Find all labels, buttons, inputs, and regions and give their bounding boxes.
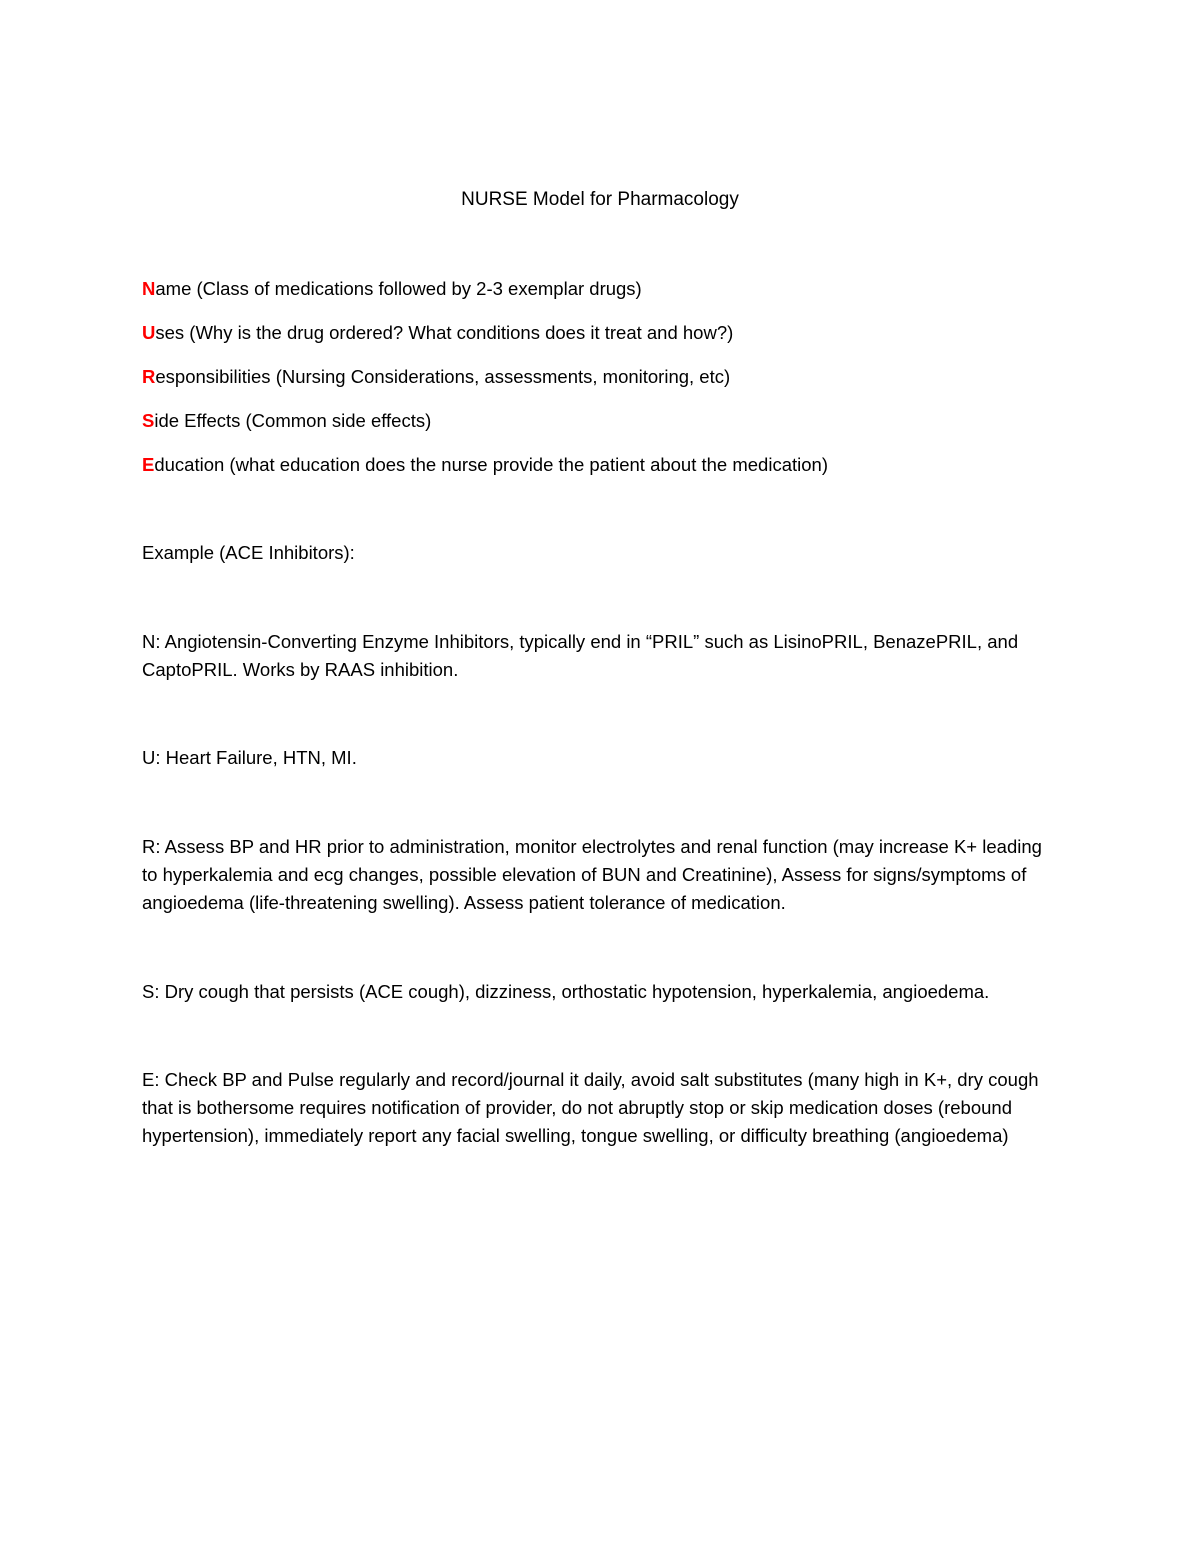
mnemonic-uses-line xyxy=(142,319,1062,347)
mnemonic-letter-u: U xyxy=(142,322,156,343)
mnemonic-text-r: esponsibilities (Nursing Considerations, assessments, monitoring, etc) xyxy=(155,366,731,387)
example-heading: Example (ACE Inhibitors): xyxy=(142,542,355,563)
example-e-paragraph: E: Check BP and Pulse regularly and record/journal it daily, avoid salt substitutes (many high in K+, dry cough that is bothersome requires notification of provider, do not abruptly stop or skip medication doses (rebound hypertension), immediately report any facial swelling, tongue swelling, or difficulty breathing (angioedema) xyxy=(142,1069,1039,1146)
mnemonic-letter-e: E xyxy=(142,454,155,475)
mnemonic-name-line xyxy=(142,275,1062,303)
example-r-paragraph: R: Assess BP and HR prior to administration, monitor electrolytes and renal function (may increase K+ leading to hyperkalemia and ecg changes, possible elevation of BUN and Creatinine), Assess for signs/symptoms of angioedema (life-threatening swelling). Assess patient tolerance of medication. xyxy=(142,836,1042,913)
mnemonic-letter-r: R xyxy=(142,366,156,387)
mnemonic-education-line xyxy=(142,451,1062,479)
example-s-paragraph: S: Dry cough that persists (ACE cough), dizziness, orthostatic hypotension, hyperkalemia, angioedema. xyxy=(142,981,990,1002)
mnemonic-letter-s: S xyxy=(142,410,155,431)
mnemonic-side-effects-line xyxy=(142,407,1062,435)
mnemonic-text-s: ide Effects (Common side effects) xyxy=(154,410,432,431)
example-n-paragraph: N: Angiotensin-Converting Enzyme Inhibitors, typically end in “PRIL” such as LisinoPRIL, BenazePRIL, and CaptoPRIL. Works by RAAS inhibition. xyxy=(142,631,1019,680)
mnemonic-responsibilities-line xyxy=(142,363,1062,391)
mnemonic-text-u: ses (Why is the drug ordered? What conditions does it treat and how?) xyxy=(155,322,734,343)
mnemonic-text-e: ducation (what education does the nurse provide the patient about the medication) xyxy=(154,454,828,475)
mnemonic-letter-n: N xyxy=(142,278,156,299)
mnemonic-text-n: ame (Class of medications followed by 2-3 exemplar drugs) xyxy=(155,278,642,299)
example-u-paragraph: U: Heart Failure, HTN, MI. xyxy=(142,747,357,768)
document-title: NURSE Model for Pharmacology xyxy=(461,189,739,210)
